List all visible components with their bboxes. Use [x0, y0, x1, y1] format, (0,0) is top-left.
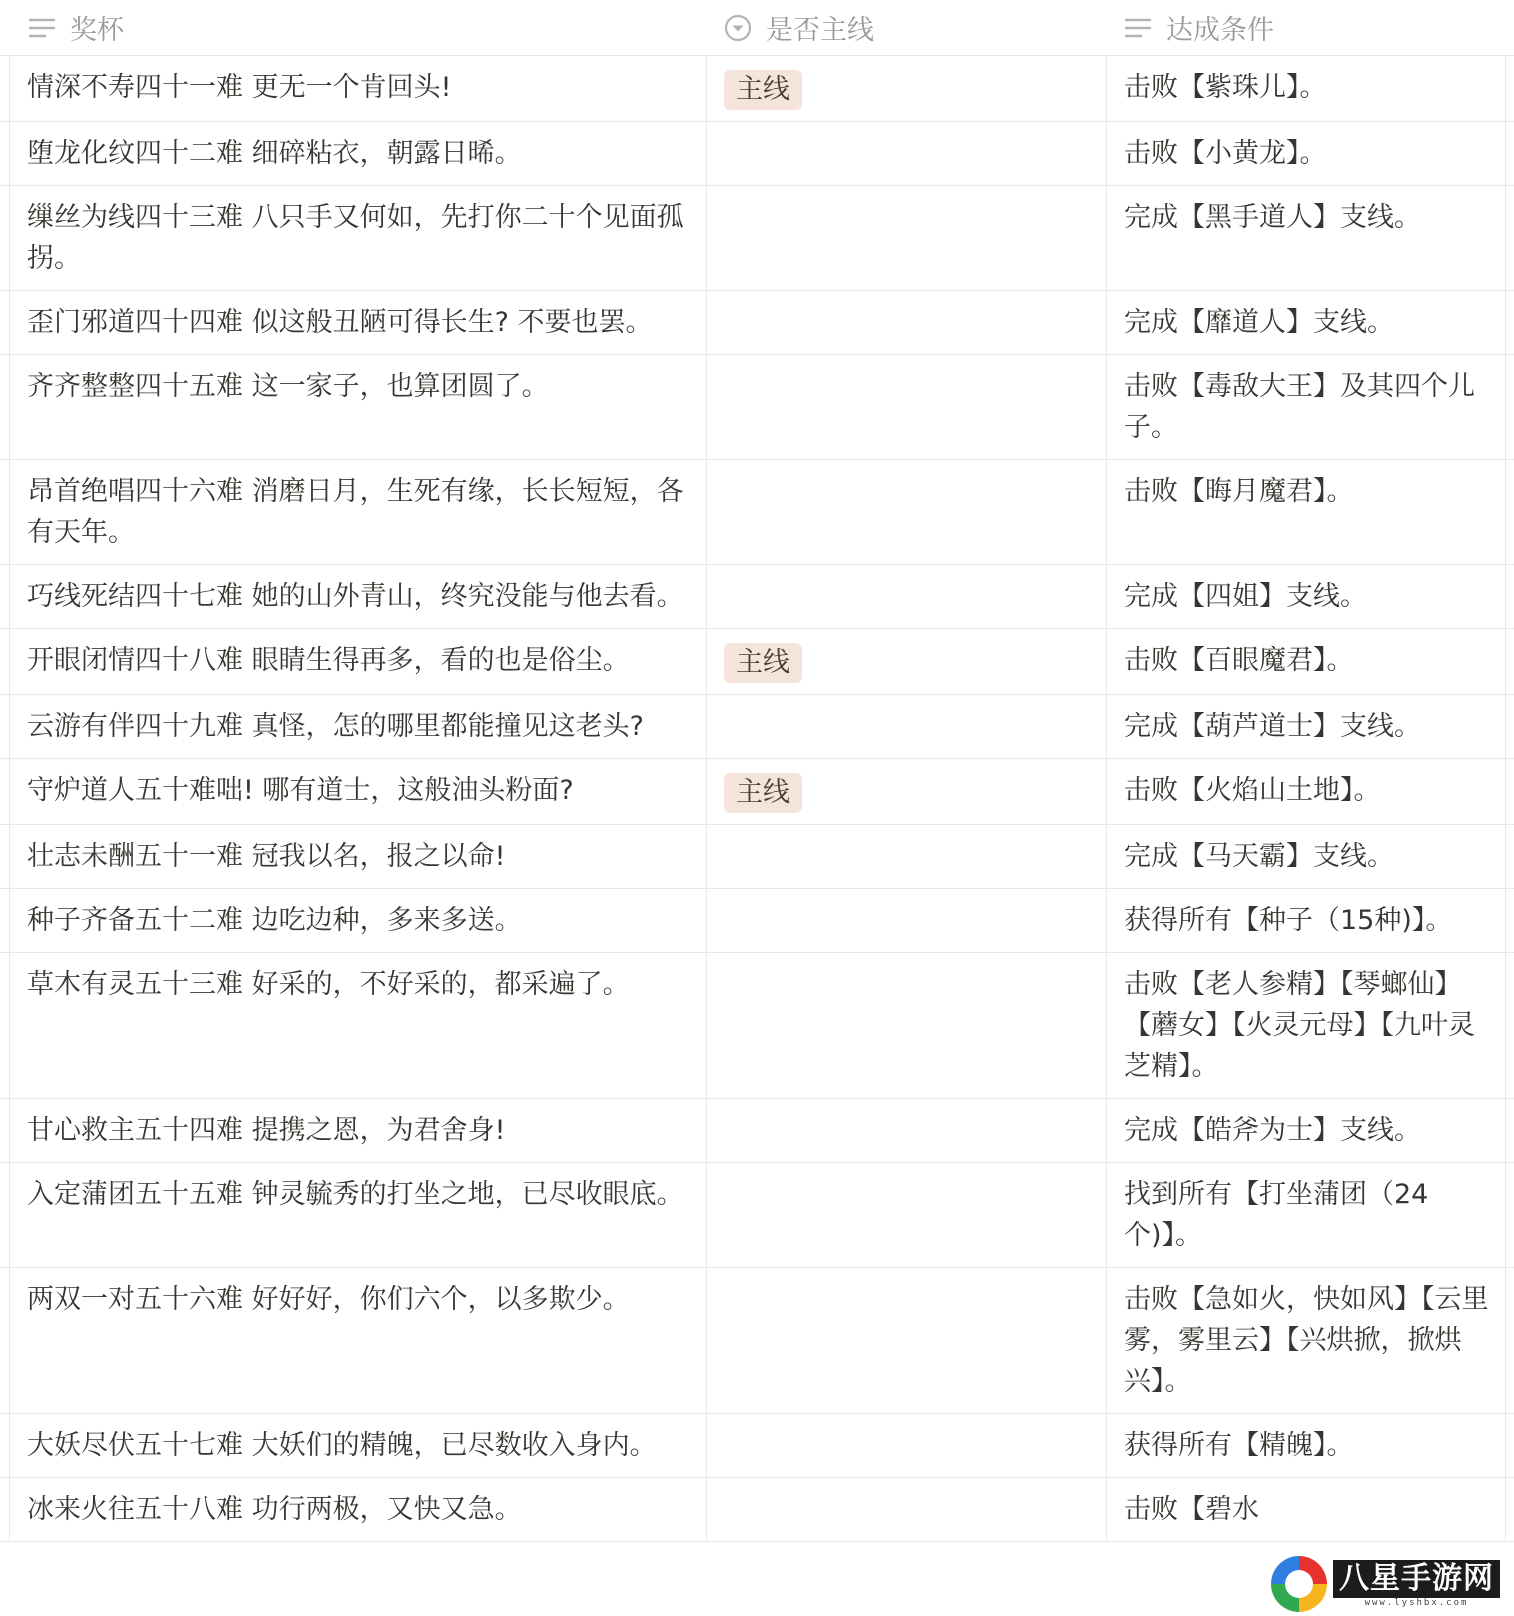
main-line-tag: 主线 [724, 773, 802, 813]
watermark-text [1333, 1560, 1500, 1608]
condition-cell[interactable]: 完成【四姐】支线。 [1106, 565, 1506, 628]
condition-cell[interactable]: 击败【急如火，快如风】【云里雾，雾里云】【兴烘掀，掀烘兴】。 [1106, 1268, 1506, 1413]
table-row[interactable] [0, 629, 1514, 695]
trophy-cell[interactable]: 入定蒲团五十五难 钟灵毓秀的打坐之地，已尽收眼底。 [9, 1163, 706, 1267]
table-row[interactable] [0, 1414, 1514, 1478]
condition-cell[interactable]: 完成【皓斧为士】支线。 [1106, 1099, 1506, 1162]
trophy-cell[interactable]: 壮志未酬五十一难 冠我以名，报之以命! [9, 825, 706, 888]
trophy-cell[interactable]: 情深不寿四十一难 更无一个肯回头! [9, 56, 706, 121]
trophy-cell[interactable]: 草木有灵五十三难 好采的，不好采的，都采遍了。 [9, 953, 706, 1098]
trophy-cell[interactable]: 守炉道人五十难咄! 哪有道士，这般油头粉面? [9, 759, 706, 824]
table-row[interactable] [0, 825, 1514, 889]
condition-cell[interactable]: 完成【黑手道人】支线。 [1106, 186, 1506, 290]
watermark-url: www.lyshbx.com [1364, 1598, 1469, 1608]
column-header-label: 奖杯 [70, 15, 124, 46]
trophy-cell[interactable]: 大妖尽伏五十七难 大妖们的精魄，已尽数收入身内。 [9, 1414, 706, 1477]
color-wheel-logo-icon [1271, 1556, 1327, 1612]
main-line-cell[interactable] [706, 291, 1106, 354]
table-row[interactable] [0, 460, 1514, 565]
column-header-main-line[interactable] [706, 0, 1106, 55]
table-row[interactable] [0, 759, 1514, 825]
condition-cell[interactable]: 完成【靡道人】支线。 [1106, 291, 1506, 354]
column-header-condition[interactable] [1106, 0, 1514, 55]
trophy-cell[interactable]: 开眼闭情四十八难 眼睛生得再多，看的也是俗尘。 [9, 629, 706, 694]
main-line-cell[interactable] [706, 460, 1106, 564]
condition-cell[interactable]: 击败【晦月魔君】。 [1106, 460, 1506, 564]
watermark-title: 八星手游网 [1333, 1560, 1500, 1598]
trophy-cell[interactable]: 歪门邪道四十四难 似这般丑陋可得长生? 不要也罢。 [9, 291, 706, 354]
trophy-cell[interactable]: 巧线死结四十七难 她的山外青山，终究没能与他去看。 [9, 565, 706, 628]
table-row[interactable] [0, 565, 1514, 629]
table-row[interactable] [0, 122, 1514, 186]
table-row[interactable] [0, 291, 1514, 355]
main-line-cell[interactable] [706, 695, 1106, 758]
table-row[interactable] [0, 695, 1514, 759]
condition-cell[interactable]: 击败【碧水 [1106, 1478, 1506, 1541]
main-line-cell[interactable] [706, 1099, 1106, 1162]
trophy-cell[interactable]: 昂首绝唱四十六难 消磨日月，生死有缘，长长短短，各有天年。 [9, 460, 706, 564]
condition-cell[interactable]: 击败【毒敌大王】及其四个儿子。 [1106, 355, 1506, 459]
main-line-cell[interactable] [706, 1268, 1106, 1413]
table-row[interactable] [0, 1478, 1514, 1542]
main-line-cell[interactable] [706, 759, 1106, 824]
main-line-cell[interactable] [706, 825, 1106, 888]
trophy-cell[interactable]: 冰来火往五十八难 功行两极，又快又急。 [9, 1478, 706, 1541]
main-line-cell[interactable] [706, 56, 1106, 121]
main-line-cell[interactable] [706, 122, 1106, 185]
main-line-cell[interactable] [706, 1414, 1106, 1477]
main-line-cell[interactable] [706, 1163, 1106, 1267]
main-line-tag: 主线 [724, 643, 802, 683]
main-line-cell[interactable] [706, 953, 1106, 1098]
table-row[interactable] [0, 1268, 1514, 1414]
table-header [0, 0, 1514, 56]
condition-cell[interactable]: 击败【老人参精】【琴螂仙】【蘑女】【火灵元母】【九叶灵芝精】。 [1106, 953, 1506, 1098]
trophy-cell[interactable]: 齐齐整整四十五难 这一家子，也算团圆了。 [9, 355, 706, 459]
select-circle-icon [724, 14, 752, 42]
column-header-label: 达成条件 [1166, 15, 1274, 46]
main-line-tag: 主线 [724, 70, 802, 110]
trophy-cell[interactable]: 堕龙化纹四十二难 细碎粘衣，朝露日晞。 [9, 122, 706, 185]
main-line-cell[interactable] [706, 565, 1106, 628]
table-row[interactable] [0, 56, 1514, 122]
text-lines-icon [1124, 14, 1152, 42]
main-line-cell[interactable] [706, 889, 1106, 952]
main-line-cell[interactable] [706, 186, 1106, 290]
main-line-cell[interactable] [706, 1478, 1106, 1541]
condition-cell[interactable]: 获得所有【种子（15种)】。 [1106, 889, 1506, 952]
condition-cell[interactable]: 击败【火焰山土地】。 [1106, 759, 1506, 824]
table-body [0, 56, 1514, 1542]
table-row[interactable] [0, 186, 1514, 291]
trophy-cell[interactable]: 两双一对五十六难 好好好，你们六个，以多欺少。 [9, 1268, 706, 1413]
main-line-cell[interactable] [706, 355, 1106, 459]
condition-cell[interactable]: 完成【葫芦道士】支线。 [1106, 695, 1506, 758]
condition-cell[interactable]: 击败【小黄龙】。 [1106, 122, 1506, 185]
condition-cell[interactable]: 获得所有【精魄】。 [1106, 1414, 1506, 1477]
table-row[interactable] [0, 953, 1514, 1099]
trophy-cell[interactable]: 种子齐备五十二难 边吃边种，多来多送。 [9, 889, 706, 952]
column-header-label: 是否主线 [766, 15, 874, 46]
condition-cell[interactable]: 找到所有【打坐蒲团（24个)】。 [1106, 1163, 1506, 1267]
table-row[interactable] [0, 1099, 1514, 1163]
condition-cell[interactable]: 击败【紫珠儿】。 [1106, 56, 1506, 121]
main-line-cell[interactable] [706, 629, 1106, 694]
table-row[interactable] [0, 1163, 1514, 1268]
trophy-cell[interactable]: 缫丝为线四十三难 八只手又何如，先打你二十个见面孤拐。 [9, 186, 706, 290]
table-row[interactable] [0, 355, 1514, 460]
site-watermark [1271, 1556, 1500, 1612]
column-header-trophy[interactable] [0, 0, 706, 55]
table-row[interactable] [0, 889, 1514, 953]
text-lines-icon [28, 14, 56, 42]
condition-cell[interactable]: 击败【百眼魔君】。 [1106, 629, 1506, 694]
trophy-cell[interactable]: 云游有伴四十九难 真怪，怎的哪里都能撞见这老头? [9, 695, 706, 758]
trophy-cell[interactable]: 甘心救主五十四难 提携之恩，为君舍身! [9, 1099, 706, 1162]
condition-cell[interactable]: 完成【马天霸】支线。 [1106, 825, 1506, 888]
